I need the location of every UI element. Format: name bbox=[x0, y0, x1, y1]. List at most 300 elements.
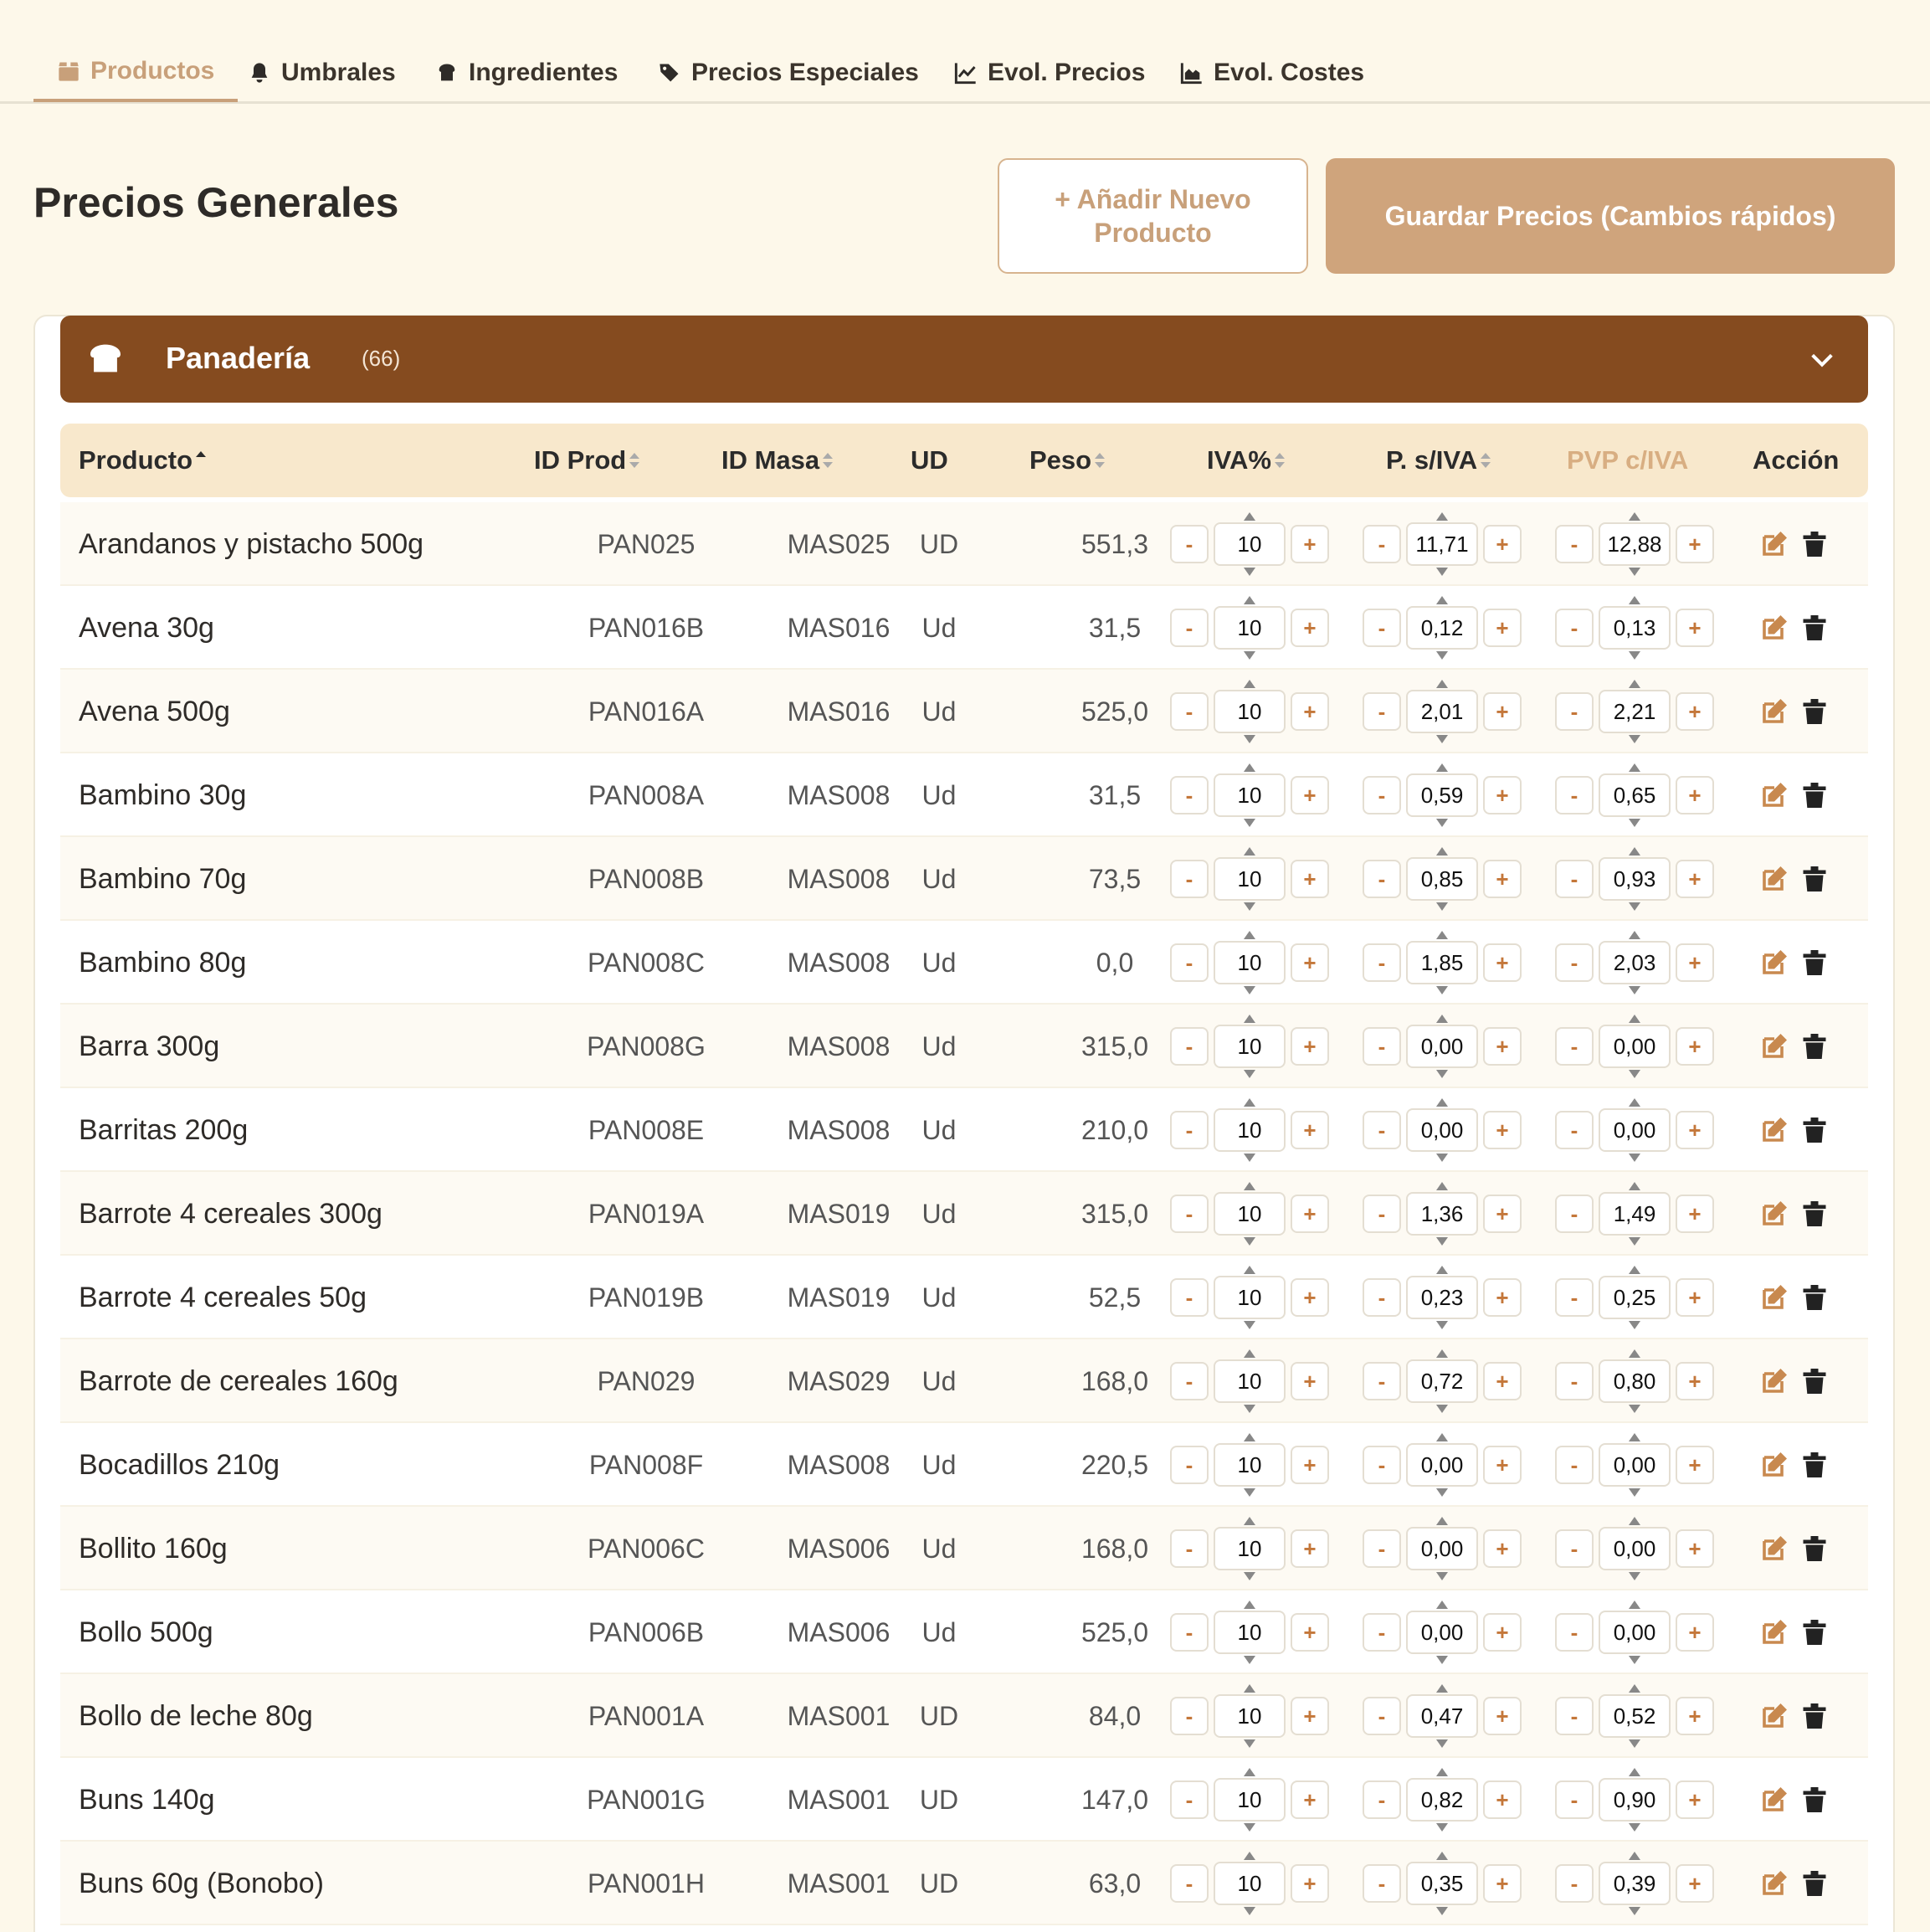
pvp-input[interactable]: 0,93 bbox=[1599, 857, 1671, 901]
price-decrement-button[interactable]: - bbox=[1363, 1362, 1401, 1400]
spin-up-icon[interactable] bbox=[1629, 1182, 1640, 1190]
pvp-input[interactable]: 0,65 bbox=[1599, 773, 1671, 817]
trash-icon[interactable] bbox=[1799, 948, 1830, 978]
spin-down-icon[interactable] bbox=[1629, 1823, 1640, 1832]
spin-up-icon[interactable] bbox=[1629, 680, 1640, 688]
col-iva[interactable] bbox=[1207, 424, 1286, 497]
spin-up-icon[interactable] bbox=[1436, 1349, 1448, 1358]
spin-up-icon[interactable] bbox=[1436, 1768, 1448, 1776]
price-no-vat-input[interactable]: 0,00 bbox=[1406, 1443, 1478, 1487]
spin-down-icon[interactable] bbox=[1436, 1321, 1448, 1329]
spin-up-icon[interactable] bbox=[1244, 1852, 1255, 1860]
edit-icon[interactable] bbox=[1759, 1031, 1789, 1061]
spin-up-icon[interactable] bbox=[1629, 1601, 1640, 1609]
spin-down-icon[interactable] bbox=[1244, 1823, 1255, 1832]
spin-down-icon[interactable] bbox=[1244, 568, 1255, 576]
edit-icon[interactable] bbox=[1759, 529, 1789, 559]
price-increment-button[interactable]: + bbox=[1483, 1111, 1522, 1149]
iva-decrement-button[interactable]: - bbox=[1170, 525, 1209, 563]
spin-down-icon[interactable] bbox=[1244, 1656, 1255, 1664]
price-decrement-button[interactable]: - bbox=[1363, 1697, 1401, 1735]
spin-up-icon[interactable] bbox=[1629, 1349, 1640, 1358]
spin-up-icon[interactable] bbox=[1244, 931, 1255, 939]
trash-icon[interactable] bbox=[1799, 613, 1830, 643]
price-no-vat-input[interactable]: 0,47 bbox=[1406, 1694, 1478, 1738]
spin-up-icon[interactable] bbox=[1436, 1433, 1448, 1441]
price-no-vat-input[interactable]: 0,00 bbox=[1406, 1025, 1478, 1068]
trash-icon[interactable] bbox=[1799, 1199, 1830, 1229]
iva-input[interactable]: 10 bbox=[1214, 1611, 1286, 1654]
pvp-input[interactable]: 12,88 bbox=[1599, 522, 1671, 566]
edit-icon[interactable] bbox=[1759, 1785, 1789, 1815]
spin-up-icon[interactable] bbox=[1629, 1433, 1640, 1441]
spin-up-icon[interactable] bbox=[1436, 763, 1448, 772]
price-no-vat-input[interactable]: 0,12 bbox=[1406, 606, 1478, 650]
iva-input[interactable]: 10 bbox=[1214, 1276, 1286, 1319]
pvp-decrement-button[interactable]: - bbox=[1555, 943, 1594, 982]
pvp-input[interactable]: 0,00 bbox=[1599, 1611, 1671, 1654]
price-no-vat-input[interactable]: 0,59 bbox=[1406, 773, 1478, 817]
pvp-increment-button[interactable]: + bbox=[1676, 692, 1714, 731]
trash-icon[interactable] bbox=[1799, 864, 1830, 894]
spin-up-icon[interactable] bbox=[1436, 1182, 1448, 1190]
trash-icon[interactable] bbox=[1799, 780, 1830, 810]
category-header-panaderia[interactable] bbox=[60, 316, 1868, 403]
tab-productos[interactable] bbox=[33, 44, 238, 102]
spin-down-icon[interactable] bbox=[1244, 1739, 1255, 1748]
iva-input[interactable]: 10 bbox=[1214, 1694, 1286, 1738]
spin-down-icon[interactable] bbox=[1629, 568, 1640, 576]
spin-up-icon[interactable] bbox=[1436, 1601, 1448, 1609]
edit-icon[interactable] bbox=[1759, 1115, 1789, 1145]
spin-up-icon[interactable] bbox=[1436, 1852, 1448, 1860]
iva-increment-button[interactable]: + bbox=[1291, 1613, 1329, 1652]
spin-down-icon[interactable] bbox=[1436, 651, 1448, 660]
pvp-input[interactable]: 0,00 bbox=[1599, 1108, 1671, 1152]
edit-icon[interactable] bbox=[1759, 864, 1789, 894]
iva-input[interactable]: 10 bbox=[1214, 773, 1286, 817]
spin-up-icon[interactable] bbox=[1244, 1015, 1255, 1023]
spin-down-icon[interactable] bbox=[1629, 1488, 1640, 1497]
price-decrement-button[interactable]: - bbox=[1363, 1864, 1401, 1903]
pvp-increment-button[interactable]: + bbox=[1676, 609, 1714, 647]
price-increment-button[interactable]: + bbox=[1483, 943, 1522, 982]
iva-decrement-button[interactable]: - bbox=[1170, 609, 1209, 647]
spin-up-icon[interactable] bbox=[1244, 847, 1255, 856]
pvp-input[interactable]: 0,80 bbox=[1599, 1359, 1671, 1403]
pvp-input[interactable]: 2,03 bbox=[1599, 941, 1671, 984]
price-decrement-button[interactable]: - bbox=[1363, 1278, 1401, 1317]
spin-up-icon[interactable] bbox=[1244, 1684, 1255, 1693]
price-increment-button[interactable]: + bbox=[1483, 1195, 1522, 1233]
edit-icon[interactable] bbox=[1759, 1617, 1789, 1647]
pvp-increment-button[interactable]: + bbox=[1676, 1864, 1714, 1903]
spin-down-icon[interactable] bbox=[1244, 1321, 1255, 1329]
price-no-vat-input[interactable]: 1,36 bbox=[1406, 1192, 1478, 1236]
spin-down-icon[interactable] bbox=[1436, 1070, 1448, 1078]
spin-up-icon[interactable] bbox=[1244, 1098, 1255, 1107]
spin-up-icon[interactable] bbox=[1244, 596, 1255, 604]
spin-up-icon[interactable] bbox=[1436, 1098, 1448, 1107]
iva-input[interactable]: 10 bbox=[1214, 1025, 1286, 1068]
spin-down-icon[interactable] bbox=[1436, 1572, 1448, 1580]
edit-icon[interactable] bbox=[1759, 1701, 1789, 1731]
spin-down-icon[interactable] bbox=[1244, 1488, 1255, 1497]
spin-up-icon[interactable] bbox=[1629, 512, 1640, 521]
spin-down-icon[interactable] bbox=[1436, 735, 1448, 743]
pvp-increment-button[interactable]: + bbox=[1676, 1278, 1714, 1317]
spin-up-icon[interactable] bbox=[1436, 847, 1448, 856]
edit-icon[interactable] bbox=[1759, 780, 1789, 810]
col-id-prod[interactable] bbox=[534, 424, 641, 497]
price-increment-button[interactable]: + bbox=[1483, 1697, 1522, 1735]
price-decrement-button[interactable]: - bbox=[1363, 1529, 1401, 1568]
col-peso[interactable] bbox=[1029, 424, 1106, 497]
spin-up-icon[interactable] bbox=[1629, 1852, 1640, 1860]
price-decrement-button[interactable]: - bbox=[1363, 943, 1401, 982]
spin-down-icon[interactable] bbox=[1436, 1823, 1448, 1832]
spin-up-icon[interactable] bbox=[1244, 680, 1255, 688]
spin-down-icon[interactable] bbox=[1244, 651, 1255, 660]
iva-decrement-button[interactable]: - bbox=[1170, 1195, 1209, 1233]
pvp-decrement-button[interactable]: - bbox=[1555, 1613, 1594, 1652]
trash-icon[interactable] bbox=[1799, 1450, 1830, 1480]
price-increment-button[interactable]: + bbox=[1483, 776, 1522, 814]
spin-up-icon[interactable] bbox=[1629, 763, 1640, 772]
iva-decrement-button[interactable]: - bbox=[1170, 1362, 1209, 1400]
spin-up-icon[interactable] bbox=[1436, 1684, 1448, 1693]
spin-up-icon[interactable] bbox=[1436, 931, 1448, 939]
pvp-input[interactable]: 0,25 bbox=[1599, 1276, 1671, 1319]
spin-down-icon[interactable] bbox=[1629, 819, 1640, 827]
tab-umbrales[interactable] bbox=[224, 44, 419, 102]
iva-increment-button[interactable]: + bbox=[1291, 525, 1329, 563]
iva-increment-button[interactable]: + bbox=[1291, 1864, 1329, 1903]
spin-up-icon[interactable] bbox=[1629, 1684, 1640, 1693]
spin-up-icon[interactable] bbox=[1436, 596, 1448, 604]
tab-ingredientes[interactable] bbox=[412, 44, 641, 102]
pvp-decrement-button[interactable]: - bbox=[1555, 1195, 1594, 1233]
spin-up-icon[interactable] bbox=[1436, 1015, 1448, 1023]
spin-down-icon[interactable] bbox=[1244, 735, 1255, 743]
add-product-button[interactable]: + Añadir Nuevo Producto bbox=[998, 158, 1308, 274]
iva-input[interactable]: 10 bbox=[1214, 1778, 1286, 1822]
spin-down-icon[interactable] bbox=[1629, 1070, 1640, 1078]
price-decrement-button[interactable]: - bbox=[1363, 776, 1401, 814]
spin-down-icon[interactable] bbox=[1436, 1739, 1448, 1748]
iva-decrement-button[interactable]: - bbox=[1170, 1446, 1209, 1484]
trash-icon[interactable] bbox=[1799, 1868, 1830, 1899]
iva-increment-button[interactable]: + bbox=[1291, 1362, 1329, 1400]
iva-increment-button[interactable]: + bbox=[1291, 1446, 1329, 1484]
edit-icon[interactable] bbox=[1759, 1450, 1789, 1480]
spin-down-icon[interactable] bbox=[1629, 735, 1640, 743]
trash-icon[interactable] bbox=[1799, 529, 1830, 559]
spin-up-icon[interactable] bbox=[1436, 1266, 1448, 1274]
trash-icon[interactable] bbox=[1799, 1366, 1830, 1396]
pvp-decrement-button[interactable]: - bbox=[1555, 776, 1594, 814]
tab-evol-precios[interactable] bbox=[931, 44, 1168, 102]
price-no-vat-input[interactable]: 0,35 bbox=[1406, 1862, 1478, 1905]
spin-down-icon[interactable] bbox=[1629, 902, 1640, 911]
col-id-masa[interactable] bbox=[721, 424, 834, 497]
price-no-vat-input[interactable]: 0,00 bbox=[1406, 1527, 1478, 1570]
edit-icon[interactable] bbox=[1759, 1366, 1789, 1396]
spin-up-icon[interactable] bbox=[1629, 1266, 1640, 1274]
iva-input[interactable]: 10 bbox=[1214, 1862, 1286, 1905]
iva-increment-button[interactable]: + bbox=[1291, 776, 1329, 814]
spin-down-icon[interactable] bbox=[1244, 1070, 1255, 1078]
trash-icon[interactable] bbox=[1799, 1282, 1830, 1313]
iva-decrement-button[interactable]: - bbox=[1170, 943, 1209, 982]
iva-decrement-button[interactable]: - bbox=[1170, 1027, 1209, 1066]
price-decrement-button[interactable]: - bbox=[1363, 1111, 1401, 1149]
edit-icon[interactable] bbox=[1759, 1868, 1789, 1899]
price-no-vat-input[interactable]: 0,85 bbox=[1406, 857, 1478, 901]
spin-up-icon[interactable] bbox=[1244, 512, 1255, 521]
tab-precios-especiales[interactable] bbox=[634, 44, 942, 102]
iva-input[interactable]: 10 bbox=[1214, 1443, 1286, 1487]
iva-decrement-button[interactable]: - bbox=[1170, 1780, 1209, 1819]
pvp-increment-button[interactable]: + bbox=[1676, 943, 1714, 982]
spin-down-icon[interactable] bbox=[1244, 1907, 1255, 1915]
spin-down-icon[interactable] bbox=[1629, 986, 1640, 994]
price-decrement-button[interactable]: - bbox=[1363, 525, 1401, 563]
spin-down-icon[interactable] bbox=[1436, 1237, 1448, 1246]
pvp-increment-button[interactable]: + bbox=[1676, 1613, 1714, 1652]
spin-down-icon[interactable] bbox=[1436, 902, 1448, 911]
spin-down-icon[interactable] bbox=[1629, 1237, 1640, 1246]
iva-increment-button[interactable]: + bbox=[1291, 1027, 1329, 1066]
price-decrement-button[interactable]: - bbox=[1363, 1446, 1401, 1484]
price-increment-button[interactable]: + bbox=[1483, 1446, 1522, 1484]
pvp-increment-button[interactable]: + bbox=[1676, 1027, 1714, 1066]
pvp-input[interactable]: 1,49 bbox=[1599, 1192, 1671, 1236]
pvp-decrement-button[interactable]: - bbox=[1555, 860, 1594, 898]
spin-up-icon[interactable] bbox=[1629, 1098, 1640, 1107]
price-increment-button[interactable]: + bbox=[1483, 860, 1522, 898]
pvp-increment-button[interactable]: + bbox=[1676, 1697, 1714, 1735]
spin-down-icon[interactable] bbox=[1629, 651, 1640, 660]
pvp-increment-button[interactable]: + bbox=[1676, 776, 1714, 814]
pvp-increment-button[interactable]: + bbox=[1676, 860, 1714, 898]
trash-icon[interactable] bbox=[1799, 696, 1830, 727]
spin-up-icon[interactable] bbox=[1629, 596, 1640, 604]
pvp-input[interactable]: 2,21 bbox=[1599, 690, 1671, 733]
pvp-decrement-button[interactable]: - bbox=[1555, 1027, 1594, 1066]
iva-input[interactable]: 10 bbox=[1214, 606, 1286, 650]
edit-icon[interactable] bbox=[1759, 696, 1789, 727]
price-no-vat-input[interactable]: 1,85 bbox=[1406, 941, 1478, 984]
spin-up-icon[interactable] bbox=[1629, 847, 1640, 856]
spin-down-icon[interactable] bbox=[1436, 1656, 1448, 1664]
pvp-decrement-button[interactable]: - bbox=[1555, 1697, 1594, 1735]
price-decrement-button[interactable]: - bbox=[1363, 1613, 1401, 1652]
pvp-decrement-button[interactable]: - bbox=[1555, 1864, 1594, 1903]
iva-input[interactable]: 10 bbox=[1214, 1108, 1286, 1152]
edit-icon[interactable] bbox=[1759, 1199, 1789, 1229]
spin-down-icon[interactable] bbox=[1244, 1572, 1255, 1580]
iva-decrement-button[interactable]: - bbox=[1170, 1111, 1209, 1149]
iva-decrement-button[interactable]: - bbox=[1170, 1864, 1209, 1903]
spin-down-icon[interactable] bbox=[1436, 1154, 1448, 1162]
iva-input[interactable]: 10 bbox=[1214, 941, 1286, 984]
iva-increment-button[interactable]: + bbox=[1291, 609, 1329, 647]
spin-down-icon[interactable] bbox=[1436, 1488, 1448, 1497]
spin-up-icon[interactable] bbox=[1629, 1517, 1640, 1525]
iva-decrement-button[interactable]: - bbox=[1170, 1529, 1209, 1568]
col-ud[interactable] bbox=[911, 424, 948, 497]
trash-icon[interactable] bbox=[1799, 1617, 1830, 1647]
iva-increment-button[interactable]: + bbox=[1291, 1697, 1329, 1735]
pvp-input[interactable]: 0,39 bbox=[1599, 1862, 1671, 1905]
iva-increment-button[interactable]: + bbox=[1291, 1278, 1329, 1317]
iva-decrement-button[interactable]: - bbox=[1170, 692, 1209, 731]
spin-down-icon[interactable] bbox=[1629, 1907, 1640, 1915]
iva-increment-button[interactable]: + bbox=[1291, 943, 1329, 982]
spin-up-icon[interactable] bbox=[1436, 680, 1448, 688]
iva-decrement-button[interactable]: - bbox=[1170, 1697, 1209, 1735]
price-no-vat-input[interactable]: 0,72 bbox=[1406, 1359, 1478, 1403]
price-decrement-button[interactable]: - bbox=[1363, 1027, 1401, 1066]
spin-up-icon[interactable] bbox=[1629, 1768, 1640, 1776]
pvp-decrement-button[interactable]: - bbox=[1555, 692, 1594, 731]
pvp-decrement-button[interactable]: - bbox=[1555, 1278, 1594, 1317]
spin-down-icon[interactable] bbox=[1629, 1405, 1640, 1413]
spin-down-icon[interactable] bbox=[1436, 1405, 1448, 1413]
spin-up-icon[interactable] bbox=[1436, 1517, 1448, 1525]
price-decrement-button[interactable]: - bbox=[1363, 609, 1401, 647]
trash-icon[interactable] bbox=[1799, 1031, 1830, 1061]
spin-up-icon[interactable] bbox=[1436, 512, 1448, 521]
pvp-decrement-button[interactable]: - bbox=[1555, 1362, 1594, 1400]
spin-down-icon[interactable] bbox=[1629, 1321, 1640, 1329]
iva-input[interactable]: 10 bbox=[1214, 690, 1286, 733]
price-increment-button[interactable]: + bbox=[1483, 692, 1522, 731]
pvp-increment-button[interactable]: + bbox=[1676, 1780, 1714, 1819]
spin-up-icon[interactable] bbox=[1629, 931, 1640, 939]
spin-up-icon[interactable] bbox=[1244, 1517, 1255, 1525]
pvp-input[interactable]: 0,13 bbox=[1599, 606, 1671, 650]
price-no-vat-input[interactable]: 0,23 bbox=[1406, 1276, 1478, 1319]
col-pvp-civa[interactable] bbox=[1567, 424, 1688, 497]
trash-icon[interactable] bbox=[1799, 1701, 1830, 1731]
pvp-decrement-button[interactable]: - bbox=[1555, 609, 1594, 647]
spin-down-icon[interactable] bbox=[1629, 1656, 1640, 1664]
price-increment-button[interactable]: + bbox=[1483, 1362, 1522, 1400]
price-increment-button[interactable]: + bbox=[1483, 1613, 1522, 1652]
edit-icon[interactable] bbox=[1759, 948, 1789, 978]
pvp-increment-button[interactable]: + bbox=[1676, 1362, 1714, 1400]
iva-increment-button[interactable]: + bbox=[1291, 1111, 1329, 1149]
spin-down-icon[interactable] bbox=[1436, 568, 1448, 576]
iva-input[interactable]: 10 bbox=[1214, 1527, 1286, 1570]
spin-up-icon[interactable] bbox=[1244, 1601, 1255, 1609]
trash-icon[interactable] bbox=[1799, 1534, 1830, 1564]
spin-down-icon[interactable] bbox=[1629, 1572, 1640, 1580]
spin-down-icon[interactable] bbox=[1244, 1237, 1255, 1246]
price-increment-button[interactable]: + bbox=[1483, 525, 1522, 563]
iva-increment-button[interactable]: + bbox=[1291, 1529, 1329, 1568]
spin-up-icon[interactable] bbox=[1629, 1015, 1640, 1023]
col-producto[interactable] bbox=[79, 424, 208, 497]
spin-down-icon[interactable] bbox=[1629, 1739, 1640, 1748]
price-no-vat-input[interactable]: 0,82 bbox=[1406, 1778, 1478, 1822]
spin-down-icon[interactable] bbox=[1436, 819, 1448, 827]
price-increment-button[interactable]: + bbox=[1483, 1864, 1522, 1903]
spin-up-icon[interactable] bbox=[1244, 1768, 1255, 1776]
col-p-siva[interactable] bbox=[1386, 424, 1492, 497]
pvp-increment-button[interactable]: + bbox=[1676, 1195, 1714, 1233]
trash-icon[interactable] bbox=[1799, 1115, 1830, 1145]
pvp-increment-button[interactable]: + bbox=[1676, 525, 1714, 563]
price-no-vat-input[interactable]: 2,01 bbox=[1406, 690, 1478, 733]
pvp-decrement-button[interactable]: - bbox=[1555, 525, 1594, 563]
pvp-increment-button[interactable]: + bbox=[1676, 1111, 1714, 1149]
pvp-decrement-button[interactable]: - bbox=[1555, 1446, 1594, 1484]
pvp-input[interactable]: 0,52 bbox=[1599, 1694, 1671, 1738]
save-prices-button[interactable]: Guardar Precios (Cambios rápidos) bbox=[1326, 158, 1895, 274]
edit-icon[interactable] bbox=[1759, 1534, 1789, 1564]
price-increment-button[interactable]: + bbox=[1483, 1780, 1522, 1819]
price-increment-button[interactable]: + bbox=[1483, 1529, 1522, 1568]
spin-up-icon[interactable] bbox=[1244, 1349, 1255, 1358]
pvp-input[interactable]: 0,00 bbox=[1599, 1025, 1671, 1068]
spin-down-icon[interactable] bbox=[1244, 902, 1255, 911]
iva-increment-button[interactable]: + bbox=[1291, 860, 1329, 898]
iva-increment-button[interactable]: + bbox=[1291, 1780, 1329, 1819]
iva-decrement-button[interactable]: - bbox=[1170, 1613, 1209, 1652]
iva-input[interactable]: 10 bbox=[1214, 522, 1286, 566]
spin-down-icon[interactable] bbox=[1629, 1154, 1640, 1162]
iva-decrement-button[interactable]: - bbox=[1170, 776, 1209, 814]
iva-increment-button[interactable]: + bbox=[1291, 1195, 1329, 1233]
edit-icon[interactable] bbox=[1759, 1282, 1789, 1313]
spin-down-icon[interactable] bbox=[1436, 986, 1448, 994]
price-increment-button[interactable]: + bbox=[1483, 1278, 1522, 1317]
price-no-vat-input[interactable]: 0,00 bbox=[1406, 1108, 1478, 1152]
price-decrement-button[interactable]: - bbox=[1363, 1780, 1401, 1819]
iva-decrement-button[interactable]: - bbox=[1170, 1278, 1209, 1317]
price-decrement-button[interactable]: - bbox=[1363, 860, 1401, 898]
iva-input[interactable]: 10 bbox=[1214, 857, 1286, 901]
price-increment-button[interactable]: + bbox=[1483, 609, 1522, 647]
spin-down-icon[interactable] bbox=[1244, 1154, 1255, 1162]
spin-down-icon[interactable] bbox=[1244, 986, 1255, 994]
price-decrement-button[interactable]: - bbox=[1363, 1195, 1401, 1233]
iva-input[interactable]: 10 bbox=[1214, 1359, 1286, 1403]
price-no-vat-input[interactable]: 0,00 bbox=[1406, 1611, 1478, 1654]
pvp-input[interactable]: 0,00 bbox=[1599, 1527, 1671, 1570]
spin-up-icon[interactable] bbox=[1244, 1433, 1255, 1441]
chevron-down-icon[interactable] bbox=[1808, 346, 1836, 374]
pvp-input[interactable]: 0,90 bbox=[1599, 1778, 1671, 1822]
price-no-vat-input[interactable]: 11,71 bbox=[1406, 522, 1478, 566]
iva-input[interactable]: 10 bbox=[1214, 1192, 1286, 1236]
spin-down-icon[interactable] bbox=[1244, 1405, 1255, 1413]
pvp-increment-button[interactable]: + bbox=[1676, 1446, 1714, 1484]
pvp-increment-button[interactable]: + bbox=[1676, 1529, 1714, 1568]
spin-up-icon[interactable] bbox=[1244, 763, 1255, 772]
trash-icon[interactable] bbox=[1799, 1785, 1830, 1815]
spin-down-icon[interactable] bbox=[1244, 819, 1255, 827]
price-increment-button[interactable]: + bbox=[1483, 1027, 1522, 1066]
pvp-input[interactable]: 0,00 bbox=[1599, 1443, 1671, 1487]
spin-down-icon[interactable] bbox=[1436, 1907, 1448, 1915]
spin-up-icon[interactable] bbox=[1244, 1182, 1255, 1190]
tab-evol-costes[interactable] bbox=[1157, 44, 1388, 102]
price-decrement-button[interactable]: - bbox=[1363, 692, 1401, 731]
